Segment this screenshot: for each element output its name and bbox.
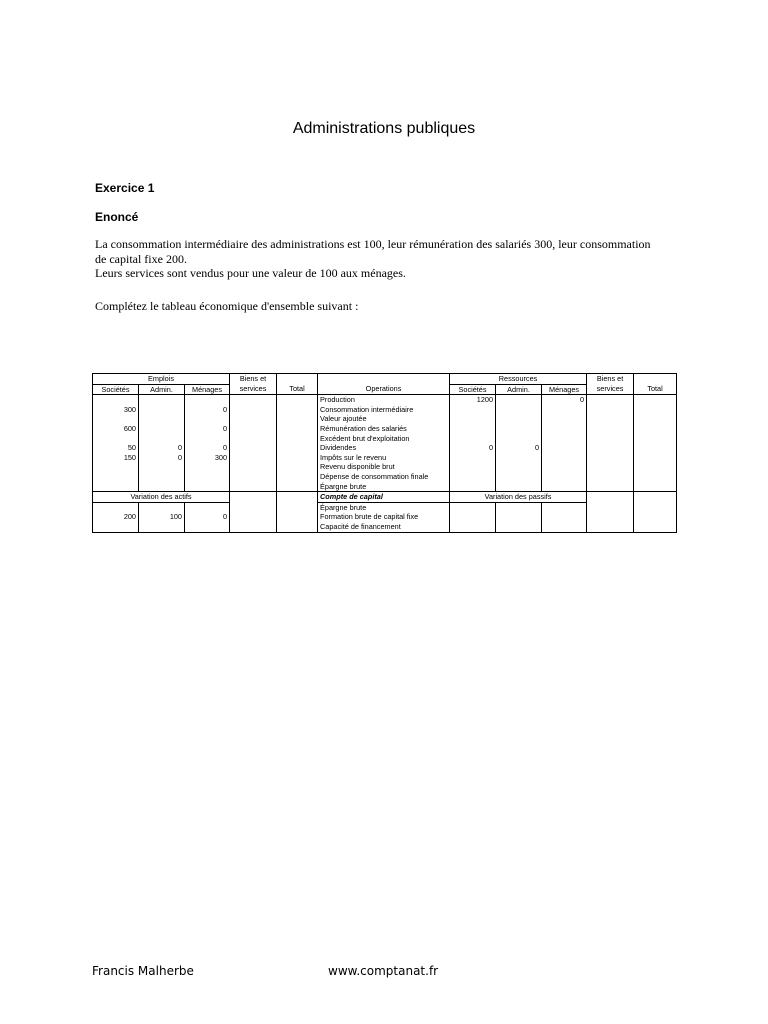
ressources-menages-cell: [542, 522, 587, 532]
total-left-cell: [277, 443, 318, 453]
table-row: [93, 434, 677, 444]
statement-line-2: de capital fixe 200.: [95, 251, 187, 266]
biens-services-left-cell: [230, 414, 277, 424]
total-right-cell: [634, 443, 677, 453]
ressources-societes-cell: [450, 462, 496, 472]
statement-line-1: La consommation intermédiaire des administrations est 100, leur rémunération des salariés 300, leur consommation: [95, 237, 651, 251]
biens-services-right-cell: [587, 405, 634, 415]
ressources-menages-cell: [542, 462, 587, 472]
col-total-left: Total: [277, 384, 318, 395]
table-row: [93, 522, 677, 532]
ressources-societes-cell: [450, 453, 496, 463]
operation-label: Impôts sur le revenu: [318, 453, 450, 463]
emplois-admin-cell: [139, 472, 185, 482]
ressources-societes-cell: [450, 472, 496, 482]
operation-label: Rémunération des salariés: [318, 424, 450, 434]
table-row: [93, 462, 677, 472]
emplois-menages-cell: [185, 472, 230, 482]
ressources-societes-cell: 0: [450, 443, 496, 453]
col-admin-emplois: Admin.: [139, 384, 185, 395]
emplois-admin-cell: [139, 414, 185, 424]
total-right-cell: [634, 462, 677, 472]
ressources-admin-cell: [496, 405, 542, 415]
total-right-cell: [634, 434, 677, 444]
statement-heading: Enoncé: [95, 210, 139, 224]
operation-label: Épargne brute: [318, 502, 450, 512]
total-right-cell: [634, 453, 677, 463]
total-left-cell: [277, 434, 318, 444]
emplois-menages-cell: [185, 502, 230, 512]
total-right-cell: [634, 472, 677, 482]
col-services-left: services: [230, 384, 277, 395]
variation-passifs-label: Variation des passifs: [450, 492, 587, 503]
total-right-cell: [634, 512, 677, 522]
col-societes-ressources: Sociétés: [450, 384, 496, 395]
emplois-admin-cell: [139, 462, 185, 472]
table-row: [93, 512, 677, 522]
table-row: [93, 443, 677, 453]
biens-services-left-cell: [230, 482, 277, 492]
emplois-societes-cell: [93, 414, 139, 424]
emplois-admin-cell: [139, 405, 185, 415]
emplois-societes-cell: 600: [93, 424, 139, 434]
operation-label: Épargne brute: [318, 482, 450, 492]
operation-label: Dépense de consommation finale: [318, 472, 450, 482]
biens-services-left-cell: [230, 472, 277, 482]
biens-services-left-cell: [230, 502, 277, 512]
capital-account-title: Compte de capital: [318, 492, 450, 503]
table-row: [93, 472, 677, 482]
biens-services-left-cell: [230, 453, 277, 463]
biens-services-left-cell: [230, 443, 277, 453]
emplois-menages-cell: [185, 414, 230, 424]
biens-services-right-cell: [587, 424, 634, 434]
footer-author: Francis Malherbe: [92, 964, 194, 978]
exercise-heading: Exercice 1: [95, 181, 155, 195]
ressources-menages-cell: [542, 443, 587, 453]
col-operations: Operations: [318, 384, 450, 395]
biens-services-left-cell: [230, 395, 277, 405]
biens-services-right-cell: [587, 414, 634, 424]
emplois-menages-cell: 0: [185, 405, 230, 415]
table-row: [93, 405, 677, 415]
biens-services-right-cell: [587, 502, 634, 512]
total-right-cell: [634, 482, 677, 492]
biens-services-right-cell: [587, 522, 634, 532]
total-right-cell: [634, 395, 677, 405]
emplois-societes-cell: [93, 434, 139, 444]
biens-services-left-cell: [230, 424, 277, 434]
emplois-menages-cell: 0: [185, 512, 230, 522]
operation-label: Consommation intermédiaire: [318, 405, 450, 415]
table-row: [93, 453, 677, 463]
emplois-admin-cell: 0: [139, 453, 185, 463]
biens-services-left-cell: [230, 512, 277, 522]
ressources-admin-cell: [496, 424, 542, 434]
ressources-menages-cell: [542, 434, 587, 444]
total-left-cell: [277, 453, 318, 463]
operation-label: Dividendes: [318, 443, 450, 453]
ressources-admin-cell: [496, 414, 542, 424]
ressources-societes-cell: [450, 405, 496, 415]
col-menages-emplois: Ménages: [185, 384, 230, 395]
emplois-menages-cell: [185, 462, 230, 472]
operation-label: Capacité de financement: [318, 522, 450, 532]
ressources-societes-cell: [450, 522, 496, 532]
ressources-societes-cell: [450, 502, 496, 512]
emplois-societes-cell: [93, 462, 139, 472]
total-right-cell: [634, 414, 677, 424]
biens-services-right-cell: [587, 482, 634, 492]
total-right-cell: [634, 424, 677, 434]
biens-services-right-cell: [587, 472, 634, 482]
emplois-societes-cell: [93, 522, 139, 532]
ressources-societes-cell: [450, 434, 496, 444]
emplois-societes-cell: [93, 395, 139, 405]
header-row-2: [93, 384, 677, 395]
emplois-admin-cell: [139, 395, 185, 405]
total-right-cell: [634, 502, 677, 512]
ressources-menages-cell: [542, 482, 587, 492]
operation-label: Excédent brut d'exploitation: [318, 434, 450, 444]
biens-services-left-cell: [230, 462, 277, 472]
emplois-admin-cell: [139, 482, 185, 492]
statement-paragraph: [95, 237, 705, 281]
emplois-admin-cell: [139, 502, 185, 512]
emplois-admin-cell: 100: [139, 512, 185, 522]
emplois-societes-cell: 300: [93, 405, 139, 415]
emplois-societes-cell: [93, 502, 139, 512]
ressources-admin-cell: [496, 453, 542, 463]
operation-label: Revenu disponible brut: [318, 462, 450, 472]
ressources-admin-cell: [496, 502, 542, 512]
total-left-cell: [277, 512, 318, 522]
total-left-cell: [277, 472, 318, 482]
ressources-menages-cell: [542, 405, 587, 415]
operation-label: Production: [318, 395, 450, 405]
emplois-menages-cell: [185, 482, 230, 492]
biens-header-right: Biens et: [587, 374, 634, 385]
total-right-cell: [634, 522, 677, 532]
instruction-paragraph: Complétez le tableau économique d'ensemble suivant :: [95, 299, 359, 313]
total-right-cell: [634, 405, 677, 415]
biens-services-right-cell: [587, 453, 634, 463]
header-row-1: [93, 374, 677, 385]
emplois-menages-cell: 0: [185, 443, 230, 453]
total-left-cell: [277, 395, 318, 405]
table-row: [93, 482, 677, 492]
biens-services-right-cell: [587, 512, 634, 522]
emplois-admin-cell: 0: [139, 443, 185, 453]
ressources-admin-cell: 0: [496, 443, 542, 453]
ressources-admin-cell: [496, 395, 542, 405]
emplois-societes-cell: [93, 482, 139, 492]
ressources-societes-cell: [450, 482, 496, 492]
page-title: Administrations publiques: [292, 120, 476, 137]
col-societes-emplois: Sociétés: [93, 384, 139, 395]
emplois-societes-cell: 150: [93, 453, 139, 463]
col-menages-ressources: Ménages: [542, 384, 587, 395]
emplois-societes-cell: 50: [93, 443, 139, 453]
total-left-cell: [277, 414, 318, 424]
emplois-menages-cell: 0: [185, 424, 230, 434]
table-row: [93, 502, 677, 512]
col-admin-ressources: Admin.: [496, 384, 542, 395]
ressources-menages-cell: [542, 502, 587, 512]
table-row: [93, 414, 677, 424]
emplois-admin-cell: [139, 424, 185, 434]
biens-services-left-cell: [230, 405, 277, 415]
emplois-admin-cell: [139, 522, 185, 532]
ressources-admin-cell: [496, 522, 542, 532]
total-left-cell: [277, 502, 318, 512]
biens-services-left-cell: [230, 434, 277, 444]
emplois-menages-cell: [185, 434, 230, 444]
emplois-societes-cell: 200: [93, 512, 139, 522]
ressources-admin-cell: [496, 472, 542, 482]
biens-services-right-cell: [587, 434, 634, 444]
ressources-menages-cell: [542, 453, 587, 463]
table-row: [93, 395, 677, 405]
variation-actifs-label: Variation des actifs: [93, 492, 230, 503]
table-row: [93, 424, 677, 434]
emplois-societes-cell: [93, 472, 139, 482]
operation-label: Valeur ajoutée: [318, 414, 450, 424]
emplois-menages-cell: 300: [185, 453, 230, 463]
ressources-admin-cell: [496, 462, 542, 472]
ressources-admin-cell: [496, 482, 542, 492]
biens-services-left-cell: [230, 522, 277, 532]
biens-services-right-cell: [587, 462, 634, 472]
ressources-admin-cell: [496, 434, 542, 444]
total-left-cell: [277, 405, 318, 415]
operation-label: Formation brute de capital fixe: [318, 512, 450, 522]
total-left-cell: [277, 424, 318, 434]
col-total-right: Total: [634, 384, 677, 395]
biens-services-right-cell: [587, 443, 634, 453]
biens-services-right-cell: [587, 395, 634, 405]
ressources-menages-cell: [542, 472, 587, 482]
emplois-admin-cell: [139, 434, 185, 444]
ressources-societes-cell: [450, 414, 496, 424]
ressources-societes-cell: [450, 424, 496, 434]
ressources-admin-cell: [496, 512, 542, 522]
ressources-menages-cell: 0: [542, 395, 587, 405]
ressources-societes-cell: [450, 512, 496, 522]
total-left-cell: [277, 482, 318, 492]
ressources-menages-cell: [542, 414, 587, 424]
ressources-header: Ressources: [450, 374, 587, 385]
capital-header-row: [93, 492, 677, 503]
emplois-menages-cell: [185, 395, 230, 405]
emplois-header: Emplois: [93, 374, 230, 385]
col-services-right: services: [587, 384, 634, 395]
emplois-menages-cell: [185, 522, 230, 532]
statement-line-3: Leurs services sont vendus pour une valeur de 100 aux ménages.: [95, 266, 406, 280]
total-left-cell: [277, 462, 318, 472]
biens-header-left: Biens et: [230, 374, 277, 385]
ressources-menages-cell: [542, 512, 587, 522]
economic-accounts-table: [92, 373, 677, 533]
ressources-menages-cell: [542, 424, 587, 434]
total-left-cell: [277, 522, 318, 532]
ressources-societes-cell: 1200: [450, 395, 496, 405]
footer-website: www.comptanat.fr: [328, 964, 439, 978]
